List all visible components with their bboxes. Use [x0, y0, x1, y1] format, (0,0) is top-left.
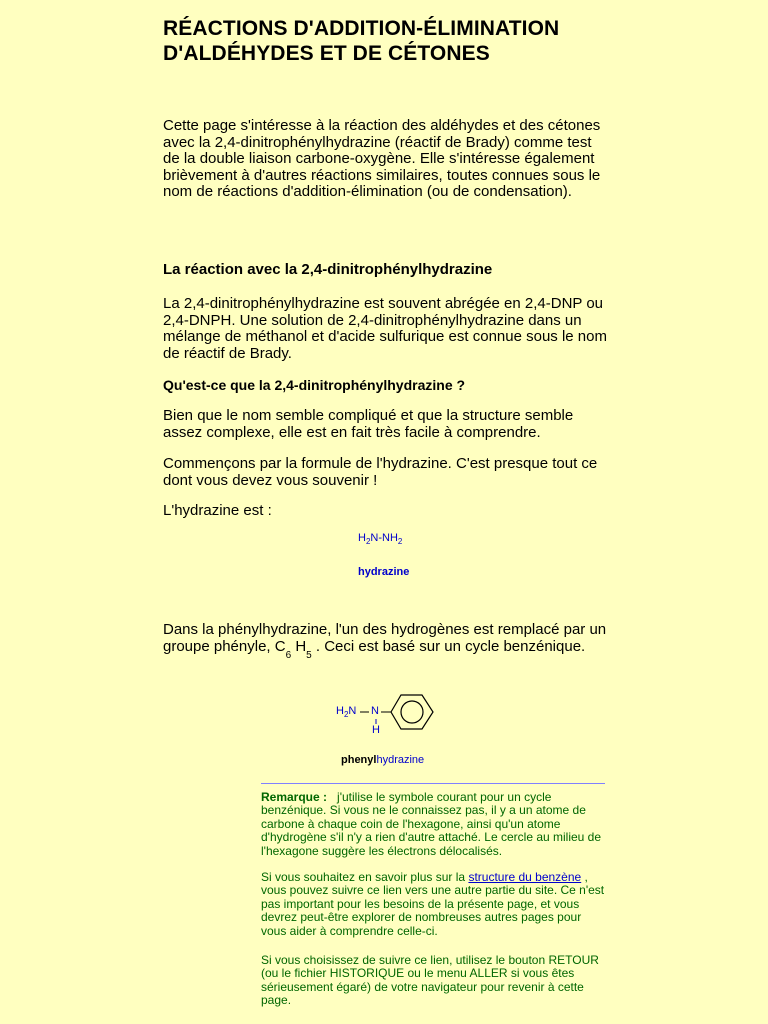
paragraph-text: H	[291, 638, 307, 655]
atom-h: H	[336, 705, 344, 717]
intro-paragraph: Cette page s'intéresse à la réaction des aldéhydes et des cétones avec la 2,4-dinitrophénylhydrazine (réactif de Brady) comme test de la double liaison carbone-oxygène. Elle s'intéresse également brièvement à d'autres réactions similaires, toutes connues sous le nom de réactions d'addition-élimination (ou de condensation).	[163, 117, 601, 200]
nh-hydrogen: H	[372, 724, 380, 736]
title-line-2: D'ALDÉHYDES ET DE CÉTONES	[163, 42, 490, 65]
benzene-ring-icon	[334, 693, 444, 743]
structure-paragraph: Bien que le nom semble compliqué et que la structure semble assez complexe, elle est en fait très facile à comprendre.	[163, 407, 574, 441]
page-title	[163, 16, 623, 66]
hydrazine-caption: hydrazine	[358, 566, 410, 578]
note-paragraph-2	[261, 871, 606, 938]
paragraph-text: Dans la phénylhydrazine, l'un des hydrogènes est remplacé par un groupe phényle, C	[163, 621, 607, 655]
formula-h: H	[358, 532, 366, 544]
phenylhydrazine-caption	[341, 754, 424, 766]
hydrazine-intro-paragraph: Commençons par la formule de l'hydrazine. C'est presque tout ce dont vous devez vous souvenir !	[163, 455, 598, 489]
title-line-1: RÉACTIONS D'ADDITION-ÉLIMINATION	[163, 17, 560, 40]
note-divider	[261, 783, 605, 784]
nh-nitrogen: N	[371, 705, 379, 717]
hydrazine-formula	[358, 532, 402, 546]
formula-sub: 2	[365, 537, 371, 547]
benzene-structure-link[interactable]: structure du benzène	[468, 870, 582, 884]
formula-sub: 2	[397, 537, 403, 547]
atom-subscript: 2	[343, 710, 349, 720]
subscript-6: 6	[285, 650, 292, 661]
note-paragraph-3: Si vous choisissez de suivre ce lien, utilisez le bouton RETOUR (ou le fichier HISTORIQUE ou le menu ALLER si vous êtes sérieusement égaré) de votre navigateur pour revenir à cette page.	[261, 953, 599, 1008]
paragraph-text: . Ceci est basé sur un cycle benzénique.	[311, 638, 586, 655]
question-heading: Qu'est-ce que la 2,4-dinitrophénylhydrazine ?	[163, 377, 466, 393]
note-text: Si vous souhaitez en savoir plus sur la	[261, 870, 466, 884]
note-paragraph-1	[261, 791, 606, 858]
caption-rest: hydrazine	[376, 754, 425, 766]
caption-bold: phenyl	[341, 754, 377, 766]
formula-mid: N-NH	[370, 532, 398, 544]
section-heading: La réaction avec la 2,4-dinitrophénylhydrazine	[163, 261, 493, 278]
note-text: j'utilise le symbole courant pour un cycle benzénique. Si vous ne le connaissez pas, il y a un atome de carbone à chaque coin de l'hexagone, ainsi qu'un atome d'hydrogène s'il n'y a rien d'autre attaché. Le cercle au milieu de l'hexagone suggère les électrons délocalisés.	[261, 790, 602, 858]
hydrazine-label-paragraph: L'hydrazine est :	[163, 502, 272, 519]
phenylhydrazine-structure	[334, 693, 444, 743]
atom-n: N	[348, 705, 357, 717]
phenylhydrazine-paragraph	[163, 621, 611, 661]
note-label: Remarque :	[261, 790, 328, 804]
note-text: , vous pouvez suivre ce lien vers une autre partie du site. Ce n'est pas important pour les besoins de la présente page, et vous devrez peut-être explorer de nombreuses autres pages pour vous aider à comprendre celle-ci.	[261, 870, 605, 938]
subscript-5: 5	[306, 650, 312, 661]
brady-paragraph: La 2,4-dinitrophénylhydrazine est souvent abrégée en 2,4-DNP ou 2,4-DNPH. Une solution de 2,4-dinitrophénylhydrazine dans un mélange de méthanol et d'acide sulfurique est connue sous le nom de réactif de Brady.	[163, 295, 607, 362]
